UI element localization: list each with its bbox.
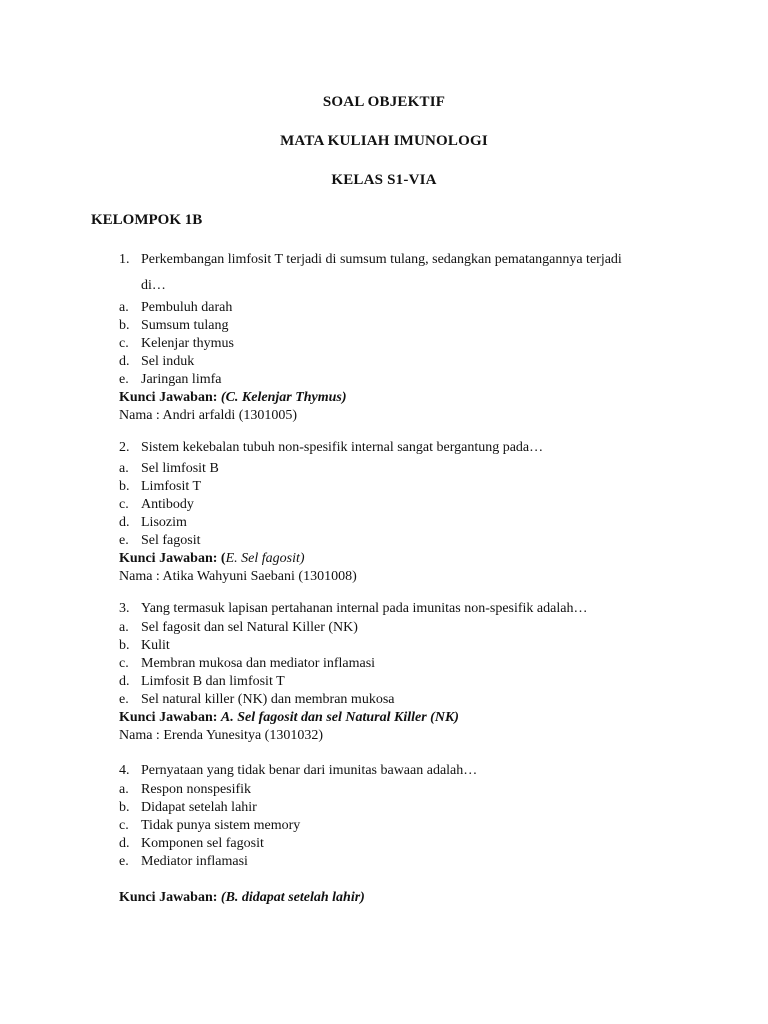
option-text: Pembuluh darah xyxy=(141,300,233,315)
option-e xyxy=(119,691,699,709)
answer-key xyxy=(119,709,699,727)
question-4 xyxy=(119,762,699,871)
question-text: Yang termasuk lapisan pertahanan internal pada imunitas non-spesifik adalah… xyxy=(141,601,588,616)
option-mark: a. xyxy=(119,461,129,476)
option-text: Kulit xyxy=(141,638,170,653)
option-mark: b. xyxy=(119,318,130,333)
option-text: Kelenjar thymus xyxy=(141,336,234,351)
question-text: Pernyataan yang tidak benar dari imunitas bawaan adalah… xyxy=(141,763,478,778)
answer-key xyxy=(119,889,699,907)
course-title: MATA KULIAH IMUNOLOGI xyxy=(280,133,488,149)
option-mark: c. xyxy=(119,818,129,833)
question-1 xyxy=(119,251,699,425)
option-mark: b. xyxy=(119,638,130,653)
option-c xyxy=(119,496,699,514)
answer-key-value: (C. Kelenjar Thymus) xyxy=(220,390,347,405)
option-text: Antibody xyxy=(141,497,194,512)
option-text: Sumsum tulang xyxy=(141,318,229,333)
option-mark: d. xyxy=(119,354,130,369)
option-mark: b. xyxy=(119,479,130,494)
option-e xyxy=(119,532,699,550)
option-e xyxy=(119,853,699,871)
option-b xyxy=(119,799,699,817)
option-b xyxy=(119,317,699,335)
question-3 xyxy=(119,600,699,745)
option-text: Limfosit T xyxy=(141,479,202,494)
option-a xyxy=(119,619,699,637)
option-e xyxy=(119,371,699,389)
option-mark: e. xyxy=(119,372,129,387)
answer-key xyxy=(119,550,699,568)
option-text: Tidak punya sistem memory xyxy=(141,818,301,833)
option-mark: d. xyxy=(119,515,130,530)
question-2 xyxy=(119,439,699,586)
answer-key-label: Kunci Jawaban: xyxy=(119,710,218,725)
option-text: Lisozim xyxy=(141,515,187,530)
option-text: Jaringan limfa xyxy=(141,372,222,387)
option-d xyxy=(119,835,699,853)
question-text-cont: di… xyxy=(141,278,166,293)
option-c xyxy=(119,817,699,835)
option-mark: a. xyxy=(119,620,129,635)
answer-key-label: Kunci Jawaban: xyxy=(119,890,218,905)
option-text: Limfosit B dan limfosit T xyxy=(141,674,285,689)
question-number: 4. xyxy=(119,763,130,778)
option-mark: a. xyxy=(119,300,129,315)
option-text: Membran mukosa dan mediator inflamasi xyxy=(141,656,376,671)
option-c xyxy=(119,655,699,673)
class-title: KELAS S1-VIA xyxy=(331,172,437,188)
option-text: Didapat setelah lahir xyxy=(141,800,257,815)
option-d xyxy=(119,673,699,691)
option-text: Sel induk xyxy=(141,354,195,369)
question-number: 1. xyxy=(119,252,130,267)
group-heading: KELOMPOK 1B xyxy=(91,212,203,228)
option-text: Mediator inflamasi xyxy=(141,854,248,869)
author-name: Nama : Atika Wahyuni Saebani (1301008) xyxy=(119,569,357,584)
option-text: Komponen sel fagosit xyxy=(141,836,264,851)
answer-key-prefix: ( xyxy=(220,551,226,566)
option-text: Respon nonspesifik xyxy=(141,782,252,797)
answer-key xyxy=(119,389,699,407)
question-text: Perkembangan limfosit T terjadi di sumsum tulang, sedangkan pematangannya terjadi xyxy=(141,252,622,267)
author-name: Nama : Andri arfaldi (1301005) xyxy=(119,408,298,423)
option-mark: a. xyxy=(119,782,129,797)
option-text: Sel limfosit B xyxy=(141,461,219,476)
question-text: Sistem kekebalan tubuh non-spesifik internal sangat bergantung pada… xyxy=(141,440,544,455)
option-mark: e. xyxy=(119,692,129,707)
option-a xyxy=(119,299,699,317)
option-text: Sel fagosit xyxy=(141,533,201,548)
option-mark: e. xyxy=(119,533,129,548)
answer-key-value: A. Sel fagosit dan sel Natural Killer (NK) xyxy=(220,710,459,725)
option-b xyxy=(119,478,699,496)
option-mark: d. xyxy=(119,674,130,689)
author-name: Nama : Erenda Yunesitya (1301032) xyxy=(119,728,323,743)
option-c xyxy=(119,335,699,353)
option-mark: b. xyxy=(119,800,130,815)
option-mark: c. xyxy=(119,336,129,351)
option-text: Sel fagosit dan sel Natural Killer (NK) xyxy=(141,620,358,635)
option-d xyxy=(119,514,699,532)
option-a xyxy=(119,781,699,799)
question-number: 2. xyxy=(119,440,130,455)
option-mark: d. xyxy=(119,836,130,851)
answer-key-value: (B. didapat setelah lahir) xyxy=(220,890,365,905)
doc-title: SOAL OBJEKTIF xyxy=(322,94,446,110)
option-mark: c. xyxy=(119,497,129,512)
answer-key-label: Kunci Jawaban: xyxy=(119,390,218,405)
answer-key-label: Kunci Jawaban: xyxy=(119,551,218,566)
option-mark: c. xyxy=(119,656,129,671)
answer-key-4 xyxy=(119,889,699,907)
option-b xyxy=(119,637,699,655)
option-a xyxy=(119,460,699,478)
option-d xyxy=(119,353,699,371)
question-number: 3. xyxy=(119,601,130,616)
option-text: Sel natural killer (NK) dan membran mukosa xyxy=(141,692,395,707)
answer-key-value: E. Sel fagosit) xyxy=(225,551,305,566)
option-mark: e. xyxy=(119,854,129,869)
